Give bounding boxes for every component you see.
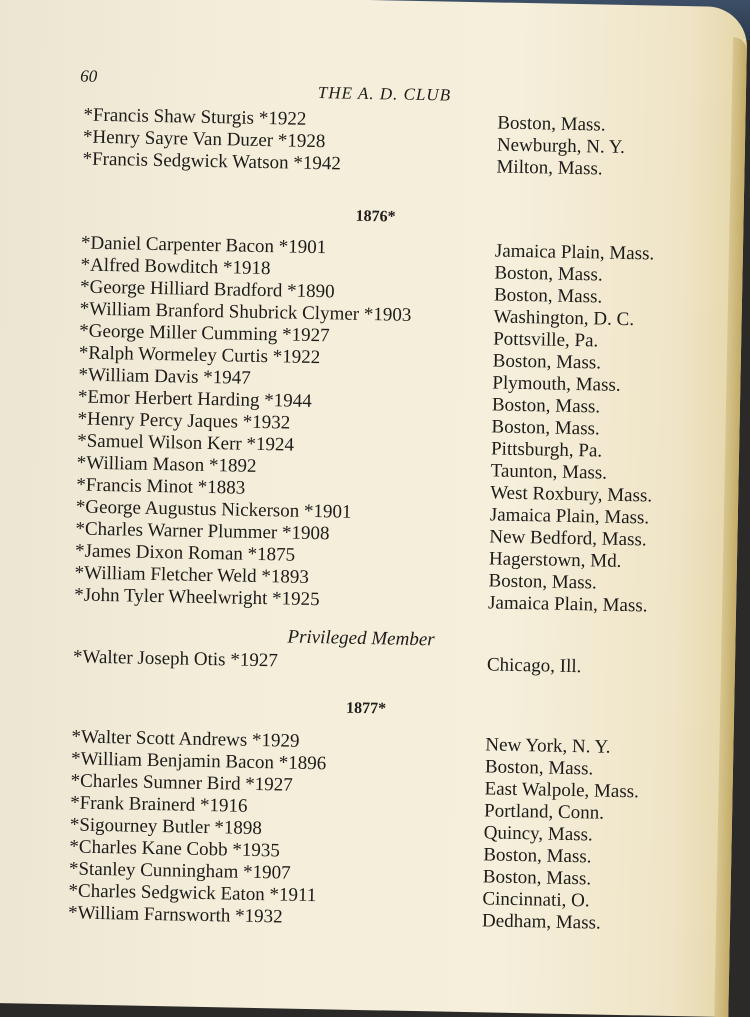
member-place: West Roxbury, Mass.	[490, 482, 653, 507]
member-name: *Henry Percy Jaques *1932	[77, 408, 291, 434]
member-list-1877	[0, 725, 716, 937]
member-place: Jamaica Plain, Mass.	[494, 240, 655, 265]
member-name: *Frank Brainerd *1916	[70, 792, 248, 817]
member-name: *Charles Warner Plummer *1908	[75, 518, 330, 545]
member-name: *Alfred Bowditch *1918	[80, 254, 271, 280]
member-place: Boston, Mass.	[483, 844, 592, 868]
member-name: *William Branford Shubrick Clymer *1903	[79, 298, 412, 326]
continued-list	[0, 103, 728, 183]
member-place: Boston, Mass.	[497, 112, 606, 136]
member-place: Boston, Mass.	[494, 262, 603, 286]
privileged-list	[0, 645, 717, 681]
member-name: *Sigourney Butler *1898	[69, 814, 263, 840]
member-place: Dedham, Mass.	[481, 910, 601, 934]
member-name: *William Benjamin Bacon *1896	[70, 748, 327, 775]
member-name: *John Tyler Wheelwright *1925	[74, 584, 320, 611]
member-place: East Walpole, Mass.	[484, 778, 640, 803]
member-name: *Walter Scott Andrews *1929	[71, 726, 300, 752]
member-place: Boston, Mass.	[484, 756, 594, 780]
member-name: *William Mason *1892	[76, 452, 257, 477]
running-head: THE A. D. CLUB	[317, 83, 452, 105]
member-name: *Ralph Wormeley Curtis *1922	[78, 342, 321, 369]
member-name: *Daniel Carpenter Bacon *1901	[80, 232, 327, 259]
member-place: New Bedford, Mass.	[489, 526, 647, 551]
member-name: *Henry Sayre Van Duzer *1928	[82, 126, 326, 153]
member-name: *William Farnsworth *1932	[67, 902, 283, 928]
member-place: Boston, Mass.	[482, 866, 592, 890]
member-place: Washington, D. C.	[493, 306, 635, 331]
member-place: Milton, Mass.	[496, 156, 603, 180]
member-place: Boston, Mass.	[488, 570, 597, 594]
member-place: Boston, Mass.	[491, 394, 601, 418]
privileged-member-heading: Privileged Member	[287, 626, 435, 651]
member-name: *Charles Sedgwick Eaton *1911	[68, 880, 317, 907]
member-place: Pittsburgh, Pa.	[490, 438, 603, 462]
member-name: *Walter Joseph Otis *1927	[72, 646, 279, 672]
member-place: New York, N. Y.	[485, 734, 611, 758]
member-place: Boston, Mass.	[492, 350, 602, 374]
year-heading: 1877*	[345, 699, 387, 718]
member-name: *Charles Sumner Bird *1927	[70, 770, 293, 796]
member-name: *James Dixon Roman *1875	[74, 540, 296, 566]
member-name: *Francis Minot *1883	[76, 474, 246, 499]
member-place: Portland, Conn.	[483, 800, 605, 824]
member-name: *Francis Shaw Sturgis *1922	[83, 104, 307, 130]
member-name: *William Fletcher Weld *1893	[74, 562, 310, 588]
member-name: *Francis Sedgwick Watson *1942	[82, 148, 342, 175]
member-name: *Charles Kane Cobb *1935	[69, 836, 281, 862]
member-name: *Emor Herbert Harding *1944	[77, 386, 312, 412]
member-name: *George Hilliard Bradford *1890	[79, 276, 335, 303]
member-place: Jamaica Plain, Mass.	[487, 592, 648, 617]
member-list-1876	[0, 231, 725, 619]
year-heading: 1876*	[355, 207, 396, 226]
member-place: Chicago, Ill.	[486, 654, 582, 678]
member-place: Newburgh, N. Y.	[496, 134, 626, 158]
list-item	[0, 645, 717, 681]
member-place: Quincy, Mass.	[483, 822, 593, 846]
member-name: *George Augustus Nickerson *1901	[75, 496, 352, 523]
member-name: *Stanley Cunningham *1907	[68, 858, 291, 884]
member-place: Boston, Mass.	[493, 284, 603, 308]
member-name: *Samuel Wilson Kerr *1924	[76, 430, 295, 456]
member-place: Pottsville, Pa.	[493, 328, 599, 352]
member-place: Cincinnati, O.	[482, 888, 590, 912]
member-place: Hagerstown, Md.	[488, 548, 622, 572]
member-place: Jamaica Plain, Mass.	[489, 504, 650, 529]
page-number: 60	[80, 66, 98, 86]
member-name: *George Miller Cumming *1927	[79, 320, 330, 347]
member-place: Taunton, Mass.	[490, 460, 608, 484]
member-place: Plymouth, Mass.	[492, 372, 621, 396]
member-place: Boston, Mass.	[491, 416, 600, 440]
member-name: *William Davis *1947	[78, 364, 251, 389]
